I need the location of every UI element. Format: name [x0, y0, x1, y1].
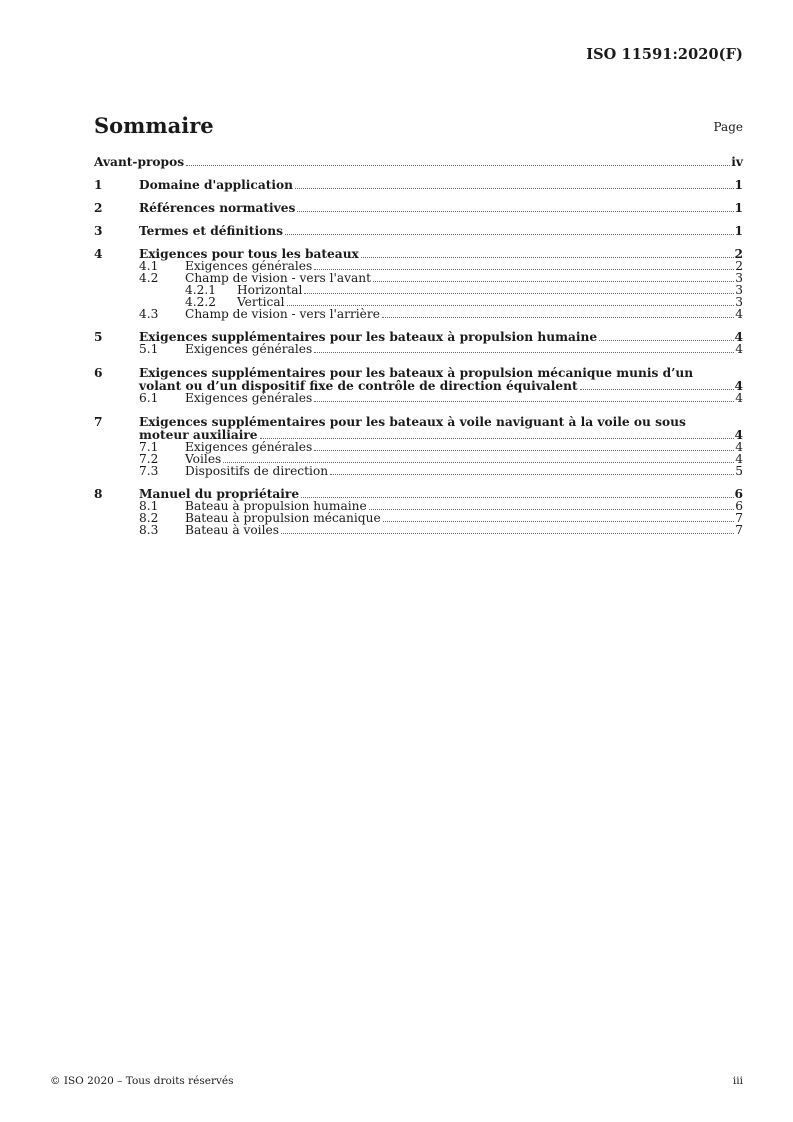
toc-leader [295, 187, 734, 189]
copyright-notice: © ISO 2020 – Tous droits réservés [50, 1075, 234, 1087]
page-footer [50, 1075, 743, 1087]
toc-entry-7-heading[interactable] [94, 415, 743, 429]
toc-title: Dispositifs de direction [185, 464, 329, 478]
toc-entry-6-1[interactable] [139, 392, 743, 404]
toc-entry-5-1[interactable] [139, 343, 743, 355]
toc-title: Exigences générales [185, 342, 313, 356]
toc-leader [285, 233, 734, 235]
toc-number: 4.2 [139, 271, 159, 285]
toc-title: Domaine d'application [139, 178, 293, 192]
table-of-contents [94, 156, 743, 536]
toc-number: 7 [94, 415, 103, 429]
toc-page: 4 [735, 440, 743, 454]
toc-title: Vertical [237, 295, 285, 309]
page-column-label: Page [713, 120, 743, 134]
toc-page: 4 [735, 391, 743, 405]
toc-leader [361, 256, 734, 258]
toc-number: 8.2 [139, 511, 159, 525]
toc-page: 4 [734, 330, 743, 344]
toc-entry-2[interactable] [94, 202, 743, 214]
toc-title-line2: moteur auxiliaire [139, 428, 258, 442]
toc-number: 5.1 [139, 342, 159, 356]
toc-title: Références normatives [139, 201, 296, 215]
toc-leader [330, 473, 734, 475]
toc-title: Exigences générales [185, 259, 313, 273]
toc-number: 7.3 [139, 464, 159, 478]
toc-entry-8-3[interactable] [139, 524, 743, 536]
toc-entry-4-2[interactable] [139, 272, 743, 284]
toc-title: Exigences pour tous les bateaux [139, 247, 359, 261]
toc-leader [373, 280, 734, 282]
toc-number: 6 [94, 366, 103, 380]
toc-leader [314, 400, 734, 402]
toc-number: 8 [94, 487, 103, 501]
toc-leader [304, 292, 734, 294]
toc-page: 1 [734, 224, 743, 238]
toc-page: 2 [734, 247, 743, 261]
toc-title-line1: Exigences supplémentaires pour les bateaux à propulsion mécanique munis d’un [139, 366, 694, 380]
toc-page: 4 [734, 379, 743, 393]
toc-number: 8.3 [139, 523, 159, 537]
toc-page: 6 [735, 499, 743, 513]
toc-leader [369, 508, 735, 510]
toc-title: Voiles [185, 452, 222, 466]
toc-page: 3 [735, 271, 743, 285]
toc-title: Champ de vision - vers l'avant [185, 271, 372, 285]
toc-number: 4.3 [139, 307, 159, 321]
toc-page: iv [731, 155, 743, 169]
toc-title: Manuel du propriétaire [139, 487, 300, 501]
toc-number: 4.2.2 [185, 295, 217, 309]
toc-page: 4 [734, 428, 743, 442]
toc-number: 4.2.1 [185, 283, 217, 297]
toc-page: 3 [735, 295, 743, 309]
toc-leader [314, 449, 734, 451]
toc-page: 6 [734, 487, 743, 501]
toc-leader [297, 210, 733, 212]
toc-title: Bateau à voiles [185, 523, 279, 537]
toc-entry-1[interactable] [94, 179, 743, 191]
toc-page: 5 [735, 464, 743, 478]
toc-entry-4-3[interactable] [139, 308, 743, 320]
toc-leader [260, 437, 734, 439]
toc-title: Horizontal [237, 283, 303, 297]
toc-number: 3 [94, 224, 103, 238]
toc-title: Exigences générales [185, 440, 313, 454]
document-id: ISO 11591:2020(F) [586, 46, 743, 63]
toc-number: 1 [94, 178, 103, 192]
toc-number: 2 [94, 201, 103, 215]
toc-leader [382, 316, 734, 318]
toc-title: Termes et définitions [139, 224, 283, 238]
toc-title-line2: volant ou d’un dispositif fixe de contrôle de direction équivalent [139, 379, 578, 393]
toc-number: 4 [94, 247, 103, 261]
toc-leader [281, 532, 734, 534]
toc-page: 4 [735, 342, 743, 356]
toc-leader [599, 339, 733, 341]
toc-number: 7.2 [139, 452, 159, 466]
toc-leader [186, 164, 730, 166]
toc-title: Exigences générales [185, 391, 313, 405]
toc-number: 8.1 [139, 499, 159, 513]
toc-leader [287, 304, 735, 306]
toc-title-line1: Exigences supplémentaires pour les bateaux à voile naviguant à la voile ou sous [139, 415, 686, 429]
page-title: Sommaire [94, 113, 214, 138]
toc-title: Avant-propos [94, 155, 185, 169]
toc-leader [301, 496, 733, 498]
toc-leader [314, 268, 734, 270]
toc-entry-foreword[interactable] [94, 156, 743, 168]
toc-entry-7-1[interactable] [139, 441, 743, 453]
toc-title: Champ de vision - vers l'arrière [185, 307, 380, 321]
toc-title: Bateau à propulsion mécanique [185, 511, 381, 525]
toc-number: 5 [94, 330, 103, 344]
toc-page: 4 [735, 452, 743, 466]
toc-page: 7 [735, 523, 743, 537]
toc-leader [314, 351, 734, 353]
toc-number: 6.1 [139, 391, 159, 405]
toc-entry-3[interactable] [94, 225, 743, 237]
toc-page: 3 [735, 283, 743, 297]
toc-page: 2 [735, 259, 743, 273]
toc-leader [223, 461, 734, 463]
page-number: iii [732, 1075, 743, 1087]
toc-title: Bateau à propulsion humaine [185, 499, 367, 513]
toc-page: 1 [734, 201, 743, 215]
toc-page: 4 [735, 307, 743, 321]
toc-leader [580, 388, 734, 390]
toc-leader [383, 520, 735, 522]
toc-entry-6-heading[interactable] [94, 366, 743, 380]
toc-title: Exigences supplémentaires pour les bateaux à propulsion humaine [139, 330, 598, 344]
toc-number: 7.1 [139, 440, 159, 454]
toc-number: 4.1 [139, 259, 159, 273]
toc-entry-7-3[interactable] [139, 465, 743, 477]
toc-page: 7 [735, 511, 743, 525]
toc-page: 1 [734, 178, 743, 192]
